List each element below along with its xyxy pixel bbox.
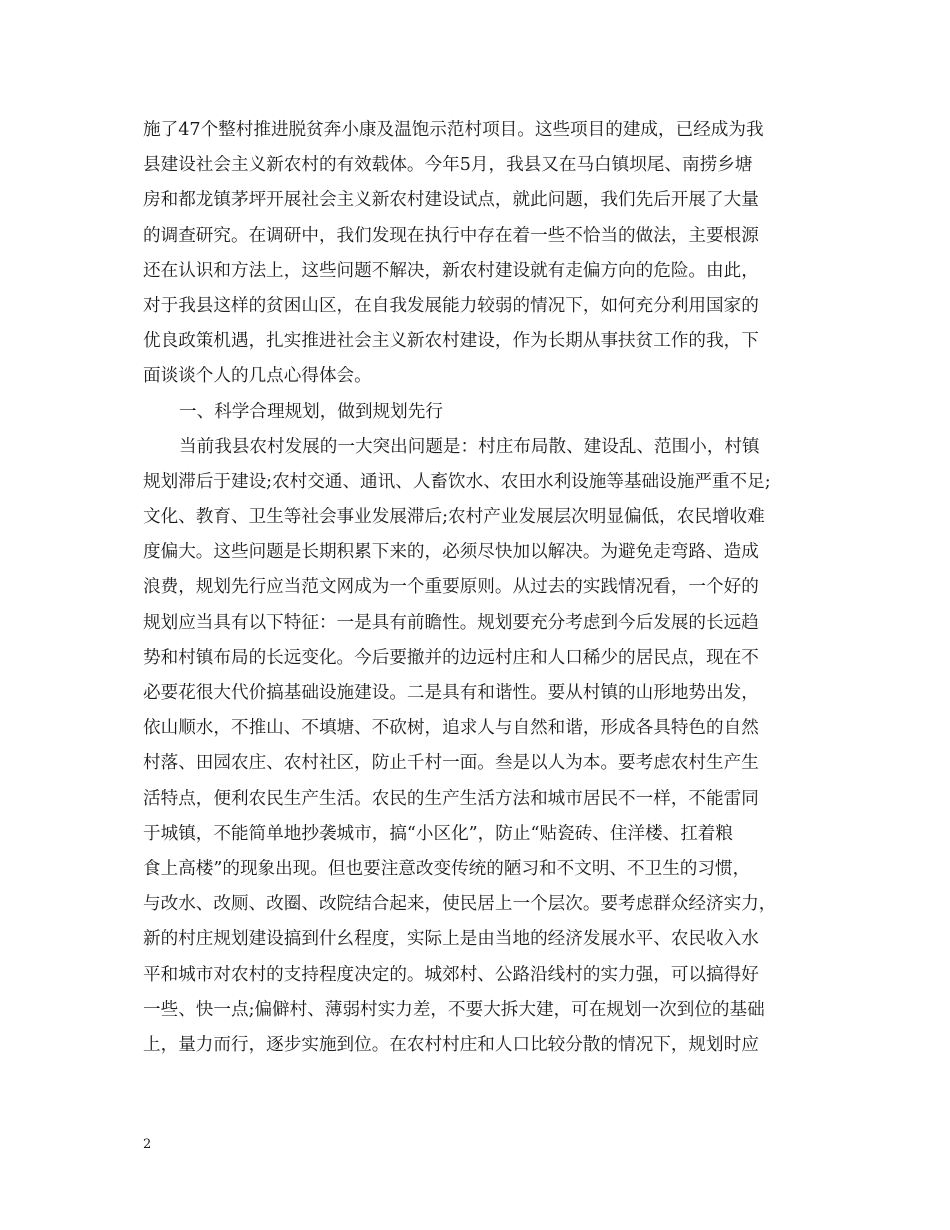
text-line: 规划滞后于建设;农村交通、通讯、人畜饮水、农田水利设施等基础设施严重不足; bbox=[143, 471, 771, 492]
text-line: 上，量力而行，逐步实施到位。在农村村庄和人口比较分散的情况下，规划时应 bbox=[143, 1034, 759, 1055]
text-line: 的调查研究。在调研中，我们发现在执行中存在着一些不恰当的做法，主要根源 bbox=[143, 225, 759, 246]
text-line: 当前我县农村发展的一大突出问题是：村庄布局散、建设乱、范围小，村镇 bbox=[179, 436, 760, 457]
text-line: 文化、教育、卫生等社会事业发展滞后;农村产业发展层次明显偏低，农民增收难 bbox=[143, 507, 765, 528]
text-line: 于城镇，不能简单地抄袭城市，搞“小区化”，防止“贴瓷砖、住洋楼、扛着粮 bbox=[143, 823, 733, 844]
text-line: 面谈谈个人的几点心得体会。 bbox=[143, 366, 372, 387]
text-line: 县建设社会主义新农村的有效载体。今年5月，我县又在马白镇坝尾、南捞乡塘 bbox=[143, 155, 753, 176]
text-line: 势和村镇布局的长远变化。今后要撤并的边远村庄和人口稀少的居民点，现在不 bbox=[143, 647, 759, 668]
text-line: 一些、快一点;偏僻村、薄弱村实力差，不要大拆大建，可在规划一次到位的基础 bbox=[143, 999, 765, 1020]
text-line: 依山顺水，不推山、不填塘、不砍树，追求人与自然和谐，形成各具特色的自然 bbox=[143, 718, 759, 739]
section-heading: 一、科学合理规划，做到规划先行 bbox=[179, 401, 443, 422]
text-line: 浪费，规划先行应当范文网成为一个重要原则。从过去的实践情况看，一个好的 bbox=[143, 577, 759, 598]
text-line: 与改水、改厕、改圈、改院结合起来，使民居上一个层次。要考虑群众经济实力， bbox=[143, 894, 777, 915]
text-line: 活特点，便利农民生产生活。农民的生产生活方法和城市居民不一样，不能雷同 bbox=[143, 788, 759, 809]
text-line: 对于我县这样的贫困山区，在自我发展能力较弱的情况下，如何充分利用国家的 bbox=[143, 295, 759, 316]
text-line: 度偏大。这些问题是长期积累下来的，必须尽快加以解决。为避免走弯路、造成 bbox=[143, 542, 759, 563]
text-line: 房和都龙镇茅坪开展社会主义新农村建设试点，就此问题，我们先后开展了大量 bbox=[143, 190, 759, 211]
text-line: 平和城市对农村的支持程度决定的。城郊村、公路沿线村的实力强，可以搞得好 bbox=[143, 964, 759, 985]
text-line: 还在认识和方法上，这些问题不解决，新农村建设就有走偏方向的危险。由此， bbox=[143, 260, 759, 281]
text-line: 食上高楼”的现象出现。但也要注意改变传统的陋习和不文明、不卫生的习惯， bbox=[143, 858, 751, 879]
document-body bbox=[143, 113, 813, 1063]
page-number: 2 bbox=[143, 1137, 152, 1152]
text-line: 施了47个整村推进脱贫奔小康及温饱示范村项目。这些项目的建成，已经成为我 bbox=[143, 120, 764, 140]
text-line: 规划应当具有以下特征：一是具有前瞻性。规划要充分考虑到今后发展的长远趋 bbox=[143, 612, 759, 633]
text-line: 优良政策机遇，扎实推进社会主义新农村建设，作为长期从事扶贫工作的我，下 bbox=[143, 331, 759, 352]
text-line: 必要花很大代价搞基础设施建设。二是具有和谐性。要从村镇的山形地势出发， bbox=[143, 683, 759, 703]
text-line: 村落、田园农庄、农村社区，防止千村一面。叁是以人为本。要考虑农村生产生 bbox=[143, 753, 759, 774]
text-line: 新的村庄规划建设搞到什幺程度，实际上是由当地的经济发展水平、农民收入水 bbox=[143, 929, 759, 950]
